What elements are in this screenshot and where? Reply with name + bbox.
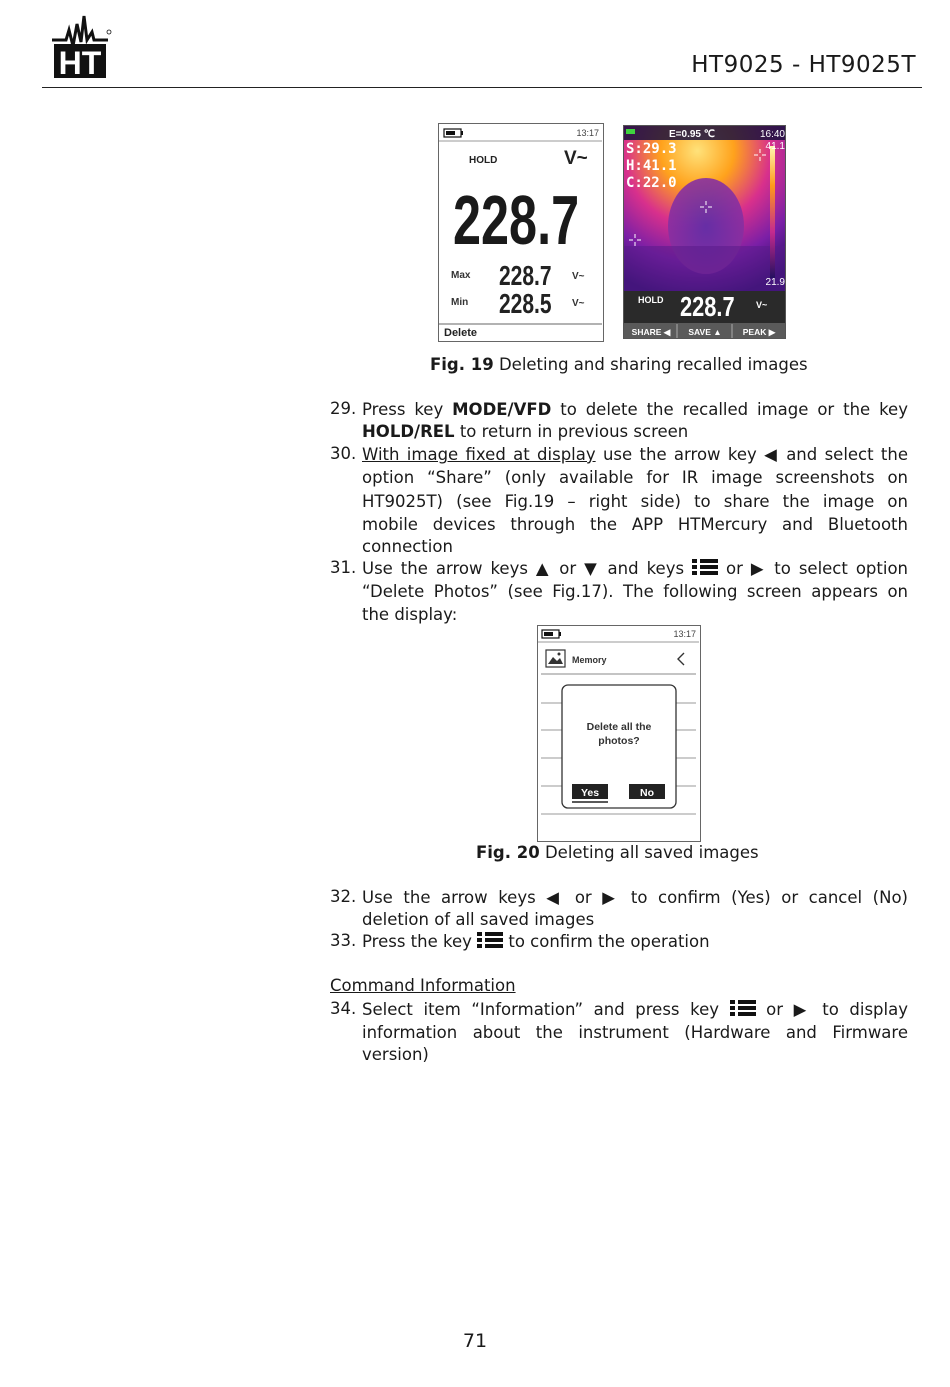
save-softkey: SAVE ▲ <box>688 327 722 337</box>
figure-20-text: Deleting all saved images <box>539 843 759 862</box>
peak-softkey: PEAK ▶ <box>742 327 776 337</box>
thermal-c-reading: C:22.0 <box>626 175 677 191</box>
min-label: Min <box>451 297 469 308</box>
step-31-number: 31. <box>330 558 357 577</box>
step-33-number: 33. <box>330 931 357 950</box>
figure-19-caption <box>430 355 808 374</box>
thermal-emissivity: E=0.95 ℃ <box>669 129 715 140</box>
step-30-line-2: option “Share” (only available for IR image screenshots on <box>362 468 908 487</box>
thermal-h-reading: H:41.1 <box>626 158 677 174</box>
thermal-screen-share <box>623 125 786 339</box>
thermal-hold: HOLD <box>638 295 664 305</box>
logo-text: HT <box>58 45 102 80</box>
step-30-line-5: connection <box>362 537 453 556</box>
document-title: HT9025 - HT9025T <box>691 52 916 78</box>
memory-delete-dialog-screen <box>537 625 701 842</box>
header-divider <box>42 87 922 88</box>
step-32-line-2: deletion of all saved images <box>362 910 595 929</box>
min-unit: V~ <box>572 298 585 309</box>
thermal-scale-max: 41.1 <box>765 141 785 152</box>
dialog-line-1: Delete all the <box>586 721 652 733</box>
thermal-time: 16:40 <box>759 129 785 140</box>
ht-logo <box>50 12 112 80</box>
step-32-number: 32. <box>330 887 357 906</box>
step-31-line-2: “Delete Photos” (see Fig.17). The following screen appears on <box>362 582 908 601</box>
left-main-value: 228.7 <box>453 180 580 259</box>
step-34-number: 34. <box>330 999 357 1018</box>
left-hold: HOLD <box>469 155 498 166</box>
step-34-line-1: Select item “Information” and press key or ▶ to display <box>362 1000 908 1019</box>
yes-button: Yes <box>580 787 600 799</box>
section-heading-command-information: Command Information <box>330 976 516 995</box>
delete-softkey: Delete <box>444 327 478 339</box>
max-label: Max <box>451 270 471 281</box>
step-29-line-2: HOLD/REL to return in previous screen <box>362 422 689 441</box>
step-30-line-4: mobile devices through the APP HTMercury and Bluetooth <box>362 515 908 534</box>
step-30-number: 30. <box>330 444 357 463</box>
min-value: 228.5 <box>499 289 552 320</box>
max-unit: V~ <box>572 271 585 282</box>
figure-20-caption <box>476 843 759 862</box>
no-button: No <box>640 787 654 799</box>
step-34-line-3: version) <box>362 1045 429 1064</box>
menu-list-icon <box>477 931 503 949</box>
mem-time: 13:17 <box>673 629 696 639</box>
thermal-value: 228.7 <box>680 291 735 323</box>
back-chevron-icon <box>678 653 684 665</box>
step-30-line-3: HT9025T) (see Fig.19 – right side) to share the image on <box>362 492 908 511</box>
meter-screen-hold <box>438 123 604 342</box>
figure-19-text: Deleting and sharing recalled images <box>493 355 808 374</box>
step-29-number: 29. <box>330 399 357 418</box>
image-gallery-icon <box>546 650 565 667</box>
step-29-line-1: Press key MODE/VFD to delete the recalled image or the key <box>362 400 908 419</box>
left-unit: V~ <box>564 148 588 169</box>
share-softkey: SHARE ◀ <box>631 327 671 337</box>
step-32-line-1: Use the arrow keys ◀ or ▶ to confirm (Yes) or cancel (No) <box>362 888 908 907</box>
step-30-line-1: With image fixed at display use the arrow key ◀ and select the <box>362 445 909 464</box>
menu-list-icon <box>692 558 718 576</box>
max-value: 228.7 <box>499 261 552 292</box>
thermal-unit: V~ <box>756 300 768 310</box>
thermal-s-reading: S:29.3 <box>626 141 677 157</box>
menu-list-icon <box>730 999 756 1017</box>
step-31-line-1: Use the arrow keys ▲ or ▼ and keys or ▶ to select option <box>362 559 908 578</box>
step-31-line-3: the display: <box>362 605 458 624</box>
step-33-line-1: Press the key to confirm the operation <box>362 932 710 951</box>
thermal-scale-min: 21.9 <box>765 277 785 288</box>
step-34-line-2: information about the instrument (Hardware and Firmware <box>362 1023 908 1042</box>
left-time: 13:17 <box>576 128 599 138</box>
mem-title: Memory <box>572 655 607 665</box>
figure-20-label: Fig. 20 <box>476 843 540 862</box>
page-number: 71 <box>462 1330 488 1352</box>
figure-19-label: Fig. 19 <box>430 355 494 374</box>
dialog-line-2: photos? <box>598 735 640 747</box>
